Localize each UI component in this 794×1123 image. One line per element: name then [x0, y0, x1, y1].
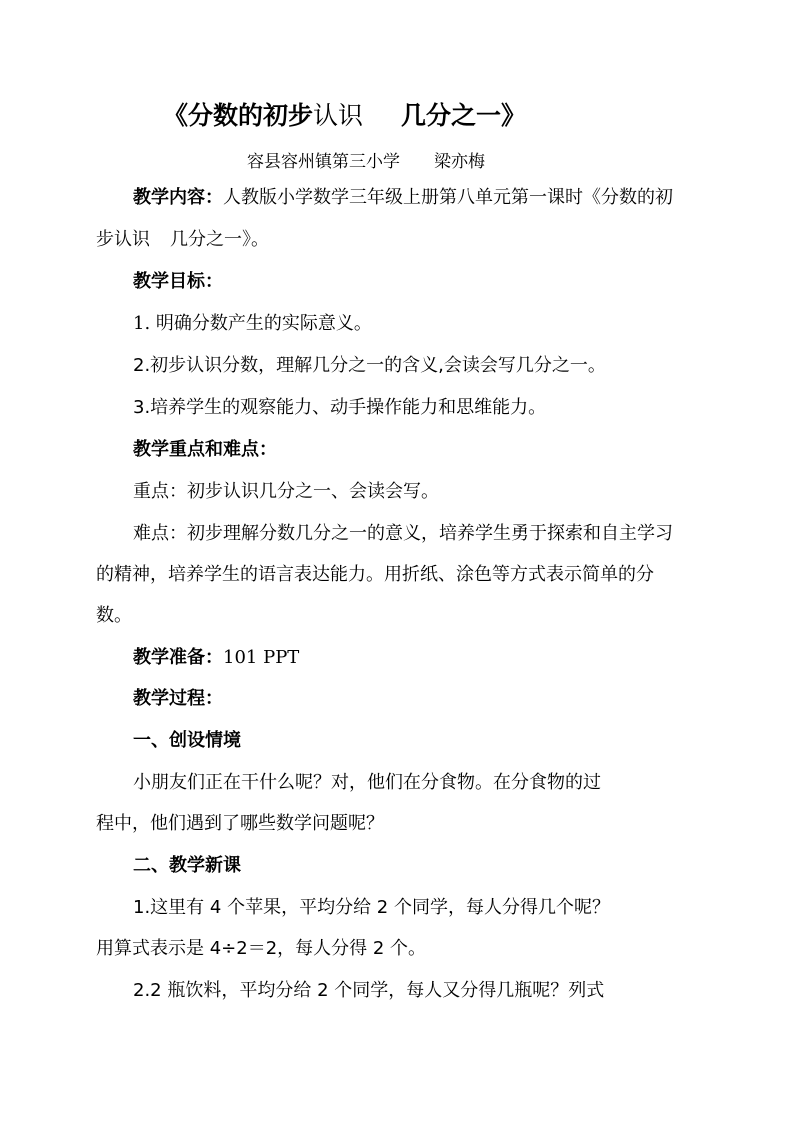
section2-heading: 二、教学新课 — [133, 855, 241, 876]
key-difficulty-line1: 难点：初步理解分数几分之一的意义，培养学生勇于探索和自主学习 — [133, 523, 673, 544]
prep-label: 教学准备： — [133, 647, 223, 668]
key-heading: 教学重点和难点： — [133, 439, 277, 460]
author-school: 容县容州镇第三小学 — [247, 152, 400, 172]
goal-item-2: 2.初步认识分数，理解几分之一的含义,会读会写几分之一。 — [133, 355, 606, 376]
process-heading: 教学过程： — [133, 688, 223, 709]
section1-line2: 程中，他们遇到了哪些数学问题呢？ — [96, 813, 384, 834]
section1-line1: 小朋友们正在干什么呢？对，他们在分食物。在分食物的过 — [133, 772, 601, 793]
goal-item-3: 3.培养学生的观察能力、动手操作能力和思维能力。 — [133, 397, 547, 418]
content-line2 — [96, 227, 269, 253]
section1-heading: 一、创设情境 — [133, 730, 241, 751]
section2-item1-line2: 用算式表示是 4÷2＝2，每人分得 2 个。 — [96, 938, 427, 959]
title-main: 《分数的初步 — [163, 101, 314, 130]
author-line — [247, 147, 485, 172]
section2-item2-line1: 2.2 瓶饮料，平均分给 2 个同学，每人又分得几瓶呢？列式 — [133, 980, 605, 1001]
content-text1: 人教版小学数学三年级上册第八单元第一课时《分数的初 — [223, 187, 673, 208]
content-text2b: 几分之一》。 — [170, 229, 269, 250]
content-line1 — [133, 185, 673, 211]
author-name: 梁亦梅 — [434, 152, 485, 172]
section2-item1-line1: 1.这里有 4 个苹果，平均分给 2 个同学，每人分得几个呢？ — [133, 897, 610, 918]
prep-line — [133, 645, 299, 671]
content-text2a: 步认识 — [96, 229, 150, 250]
title-light: 认识 — [313, 101, 364, 130]
key-difficulty-line3: 数。 — [96, 605, 132, 626]
document-title — [163, 96, 526, 132]
title-sub: 几分之一》 — [401, 101, 527, 130]
goals-heading: 教学目标： — [133, 271, 223, 292]
content-label: 教学内容： — [133, 187, 223, 208]
prep-value: 101 PPT — [223, 647, 300, 668]
key-difficulty-line2: 的精神，培养学生的语言表达能力。用折纸、涂色等方式表示简单的分 — [96, 564, 654, 585]
key-focus: 重点：初步认识几分之一、会读会写。 — [133, 481, 439, 502]
goal-item-1: 1. 明确分数产生的实际意义。 — [133, 313, 372, 334]
